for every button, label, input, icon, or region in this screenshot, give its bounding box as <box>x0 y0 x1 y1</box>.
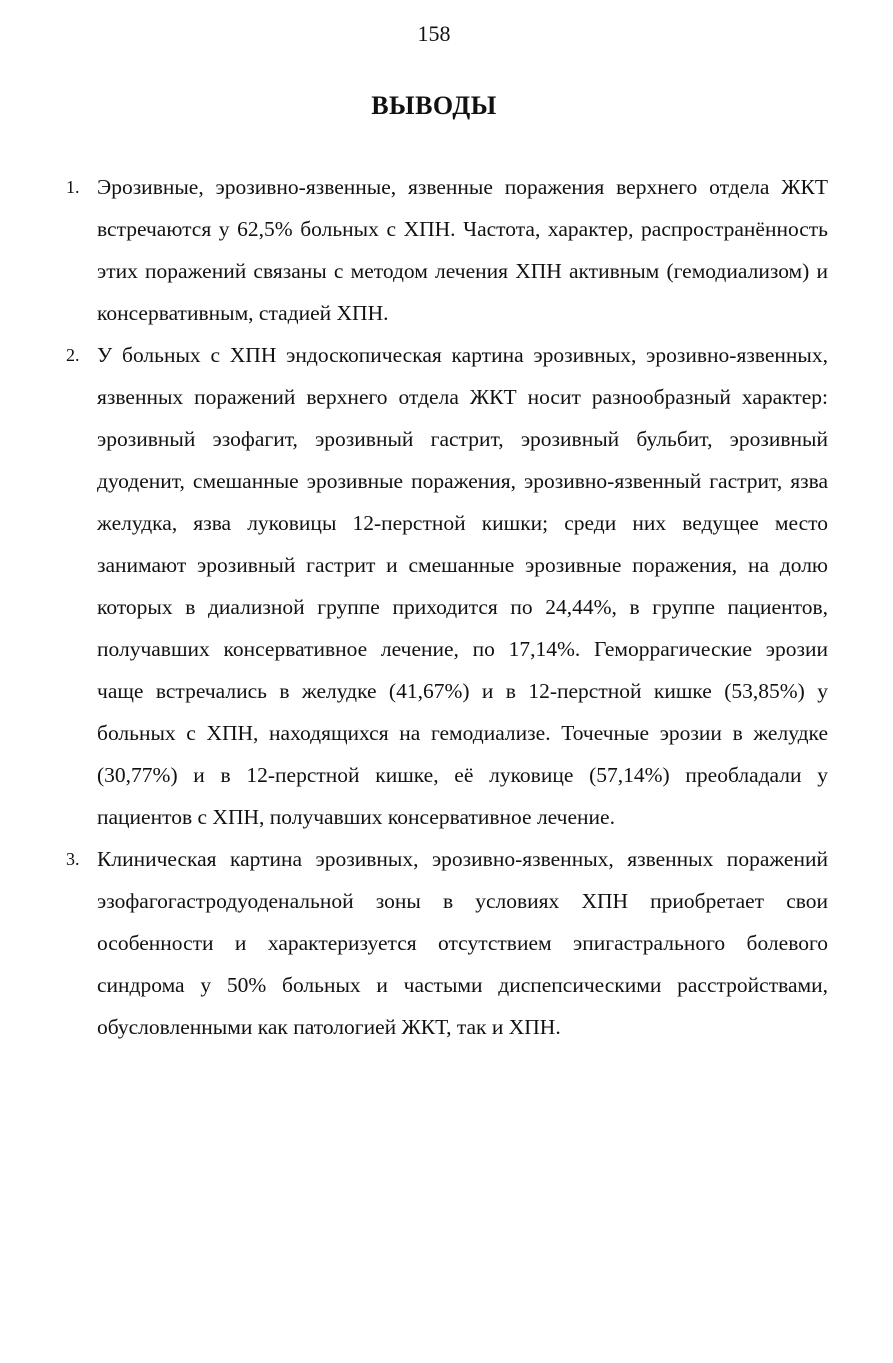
item-text: У больных с ХПН эндоскопическая картина эрозивных, эрозивно-язвенных, язвенных поражений верхнего отдела ЖКТ носит разнообразный характер: эрозивный эзофагит, эрозивный гастрит, эрозивный бульбит, эрозивный дуоденит, смешанные эрозивные поражения, эрозивно-язвенный гастрит, язва желудка, язва луковицы 12-перстной кишки; среди них ведущее место занимают эрозивный гастрит и смешанные эрозивные поражения, на долю которых в диализной группе приходится по 24,44%, в группе пациентов, получавших консервативное лечение, по 17,14%. Геморрагические эрозии чаще встречались в желудке (41,67%) и в 12-перстной кишке (53,85%) у больных с ХПН, находящихся на гемодиализе. Точечные эрозии в желудке (30,77%) и в 12-перстной кишке, её луковице (57,14%) преобладали у пациентов с ХПН, получавших консервативное лечение. <box>97 343 828 829</box>
item-number: 3. <box>66 849 80 869</box>
conclusions-list <box>62 166 828 1048</box>
list-item <box>62 838 828 1048</box>
list-item <box>62 166 828 334</box>
item-text: Эрозивные, эрозивно-язвенные, язвенные поражения верхнего отдела ЖКТ встречаются у 62,5% больных с ХПН. Частота, характер, распространённость этих поражений связаны с методом лечения ХПН активным (гемодиализом) и консервативным, стадией ХПН. <box>97 175 828 325</box>
item-number: 2. <box>66 345 80 365</box>
list-item <box>62 334 828 838</box>
item-text: Клиническая картина эрозивных, эрозивно-язвенных, язвенных поражений эзофагогастродуоденальной зоны в условиях ХПН приобретает свои особенности и характеризуется отсутствием эпигастрального болевого синдрома у 50% больных и частыми диспепсическими расстройствами, обусловленными как патологией ЖКТ, так и ХПН. <box>97 847 828 1039</box>
page-number: 158 <box>417 21 451 46</box>
item-number: 1. <box>66 177 80 197</box>
page-title: ВЫВОДЫ <box>371 91 497 120</box>
